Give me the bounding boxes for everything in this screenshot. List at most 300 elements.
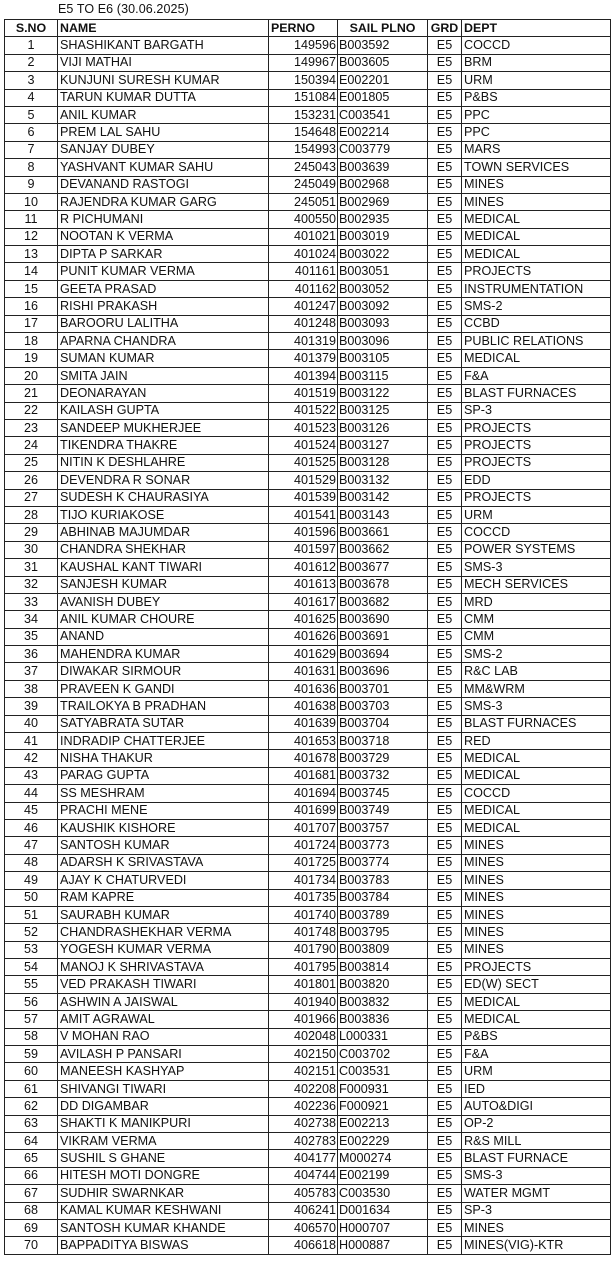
cell-sno: 46 xyxy=(5,819,58,836)
cell-perno: 149596 xyxy=(269,37,338,54)
cell-name: PRACHI MENE xyxy=(58,802,269,819)
cell-grd: E5 xyxy=(428,159,462,176)
cell-perno: 402783 xyxy=(269,1133,338,1150)
table-row xyxy=(5,698,611,715)
cell-sno: 41 xyxy=(5,733,58,750)
cell-dept: PROJECTS xyxy=(462,959,611,976)
cell-grd: E5 xyxy=(428,715,462,732)
cell-name: KAUSHIK KISHORE xyxy=(58,819,269,836)
cell-sno: 2 xyxy=(5,54,58,71)
cell-name: SANTOSH KUMAR xyxy=(58,837,269,854)
cell-name: PREM LAL SAHU xyxy=(58,124,269,141)
cell-dept: MRD xyxy=(462,593,611,610)
cell-plno: B003662 xyxy=(338,541,428,558)
cell-plno: C003779 xyxy=(338,141,428,158)
cell-perno: 404744 xyxy=(269,1167,338,1184)
table-row xyxy=(5,993,611,1010)
table-row xyxy=(5,419,611,436)
cell-grd: E5 xyxy=(428,1133,462,1150)
cell-perno: 406241 xyxy=(269,1202,338,1219)
cell-dept: MINES xyxy=(462,872,611,889)
cell-name: ADARSH K SRIVASTAVA xyxy=(58,854,269,871)
table-row xyxy=(5,193,611,210)
cell-plno: B003093 xyxy=(338,315,428,332)
cell-perno: 401522 xyxy=(269,402,338,419)
cell-sno: 52 xyxy=(5,924,58,941)
cell-perno: 401724 xyxy=(269,837,338,854)
cell-perno: 401626 xyxy=(269,628,338,645)
cell-name: KUNJUNI SURESH KUMAR xyxy=(58,72,269,89)
cell-sno: 48 xyxy=(5,854,58,871)
cell-grd: E5 xyxy=(428,924,462,941)
cell-plno: B003732 xyxy=(338,767,428,784)
cell-plno: B003783 xyxy=(338,872,428,889)
cell-dept: MINES xyxy=(462,176,611,193)
cell-plno: E002199 xyxy=(338,1167,428,1184)
cell-grd: E5 xyxy=(428,211,462,228)
cell-sno: 7 xyxy=(5,141,58,158)
cell-plno: B003703 xyxy=(338,698,428,715)
cell-name: SUDHIR SWARNKAR xyxy=(58,1185,269,1202)
table-row xyxy=(5,106,611,123)
cell-name: ABHINAB MAJUMDAR xyxy=(58,524,269,541)
cell-name: GEETA PRASAD xyxy=(58,280,269,297)
cell-grd: E5 xyxy=(428,906,462,923)
cell-perno: 245049 xyxy=(269,176,338,193)
cell-plno: H000887 xyxy=(338,1237,428,1254)
cell-name: AMIT AGRAWAL xyxy=(58,1011,269,1028)
cell-perno: 245043 xyxy=(269,159,338,176)
cell-name: ASHWIN A JAISWAL xyxy=(58,993,269,1010)
table-row xyxy=(5,924,611,941)
cell-dept: URM xyxy=(462,72,611,89)
cell-name: KAMAL KUMAR KESHWANI xyxy=(58,1202,269,1219)
cell-sno: 51 xyxy=(5,906,58,923)
cell-grd: E5 xyxy=(428,559,462,576)
cell-dept: MEDICAL xyxy=(462,211,611,228)
cell-plno: E002213 xyxy=(338,1115,428,1132)
cell-name: NISHA THAKUR xyxy=(58,750,269,767)
cell-perno: 401613 xyxy=(269,576,338,593)
cell-name: YASHVANT KUMAR SAHU xyxy=(58,159,269,176)
cell-name: TIJO KURIAKOSE xyxy=(58,506,269,523)
table-body xyxy=(5,37,611,1254)
cell-name: SATYABRATA SUTAR xyxy=(58,715,269,732)
table-row xyxy=(5,524,611,541)
cell-dept: MM&WRM xyxy=(462,680,611,697)
cell-grd: E5 xyxy=(428,263,462,280)
cell-grd: E5 xyxy=(428,419,462,436)
cell-name: RAM KAPRE xyxy=(58,889,269,906)
cell-sno: 69 xyxy=(5,1219,58,1236)
cell-dept: MINES xyxy=(462,889,611,906)
cell-grd: E5 xyxy=(428,646,462,663)
table-row xyxy=(5,663,611,680)
cell-dept: BLAST FURNACES xyxy=(462,385,611,402)
cell-grd: E5 xyxy=(428,959,462,976)
cell-dept: SP-3 xyxy=(462,1202,611,1219)
cell-grd: E5 xyxy=(428,1011,462,1028)
cell-grd: E5 xyxy=(428,819,462,836)
cell-plno: B003745 xyxy=(338,785,428,802)
table-row xyxy=(5,350,611,367)
cell-grd: E5 xyxy=(428,176,462,193)
table-row xyxy=(5,37,611,54)
cell-plno: B003092 xyxy=(338,298,428,315)
cell-sno: 4 xyxy=(5,89,58,106)
cell-plno: M000274 xyxy=(338,1150,428,1167)
table-row xyxy=(5,333,611,350)
cell-perno: 401681 xyxy=(269,767,338,784)
table-row xyxy=(5,280,611,297)
cell-sno: 37 xyxy=(5,663,58,680)
cell-sno: 27 xyxy=(5,489,58,506)
cell-plno: B003718 xyxy=(338,733,428,750)
cell-sno: 42 xyxy=(5,750,58,767)
cell-plno: C003530 xyxy=(338,1185,428,1202)
cell-sno: 55 xyxy=(5,976,58,993)
table-row xyxy=(5,872,611,889)
cell-sno: 40 xyxy=(5,715,58,732)
cell-sno: 70 xyxy=(5,1237,58,1254)
table-row xyxy=(5,385,611,402)
cell-grd: E5 xyxy=(428,663,462,680)
cell-name: MANEESH KASHYAP xyxy=(58,1063,269,1080)
cell-name: AVANISH DUBEY xyxy=(58,593,269,610)
cell-grd: E5 xyxy=(428,298,462,315)
table-row xyxy=(5,593,611,610)
cell-perno: 401678 xyxy=(269,750,338,767)
cell-name: ANIL KUMAR xyxy=(58,106,269,123)
cell-sno: 53 xyxy=(5,941,58,958)
cell-sno: 66 xyxy=(5,1167,58,1184)
cell-plno: B003661 xyxy=(338,524,428,541)
table-row xyxy=(5,472,611,489)
cell-name: BAPPADITYA BISWAS xyxy=(58,1237,269,1254)
cell-dept: R&S MILL xyxy=(462,1133,611,1150)
cell-grd: E5 xyxy=(428,1063,462,1080)
cell-plno: B003784 xyxy=(338,889,428,906)
cell-sno: 35 xyxy=(5,628,58,645)
cell-plno: D001634 xyxy=(338,1202,428,1219)
cell-dept: COCCD xyxy=(462,524,611,541)
cell-dept: AUTO&DIGI xyxy=(462,1098,611,1115)
cell-perno: 150394 xyxy=(269,72,338,89)
cell-perno: 401161 xyxy=(269,263,338,280)
cell-perno: 402236 xyxy=(269,1098,338,1115)
cell-dept: SMS-2 xyxy=(462,298,611,315)
cell-sno: 23 xyxy=(5,419,58,436)
cell-sno: 62 xyxy=(5,1098,58,1115)
cell-grd: E5 xyxy=(428,593,462,610)
cell-plno: B002969 xyxy=(338,193,428,210)
header-perno: PERNO xyxy=(269,20,338,37)
table-row xyxy=(5,1219,611,1236)
cell-perno: 401734 xyxy=(269,872,338,889)
document-caption: E5 TO E6 (30.06.2025) xyxy=(58,2,189,16)
cell-grd: E5 xyxy=(428,802,462,819)
cell-name: INDRADIP CHATTERJEE xyxy=(58,733,269,750)
cell-name: SUDESH K CHAURASIYA xyxy=(58,489,269,506)
cell-perno: 401248 xyxy=(269,315,338,332)
cell-sno: 65 xyxy=(5,1150,58,1167)
table-row xyxy=(5,541,611,558)
cell-dept: MEDICAL xyxy=(462,246,611,263)
cell-plno: B003701 xyxy=(338,680,428,697)
table-row xyxy=(5,941,611,958)
cell-name: SHIVANGI TIWARI xyxy=(58,1080,269,1097)
cell-name: NITIN K DESHLAHRE xyxy=(58,454,269,471)
cell-perno: 401638 xyxy=(269,698,338,715)
cell-perno: 404177 xyxy=(269,1150,338,1167)
cell-sno: 47 xyxy=(5,837,58,854)
cell-dept: WATER MGMT xyxy=(462,1185,611,1202)
table-row xyxy=(5,367,611,384)
cell-plno: B003019 xyxy=(338,228,428,245)
cell-plno: E002229 xyxy=(338,1133,428,1150)
cell-name: R PICHUMANI xyxy=(58,211,269,228)
table-row xyxy=(5,854,611,871)
cell-grd: E5 xyxy=(428,350,462,367)
cell-grd: E5 xyxy=(428,1098,462,1115)
cell-perno: 401596 xyxy=(269,524,338,541)
cell-plno: B003132 xyxy=(338,472,428,489)
cell-sno: 43 xyxy=(5,767,58,784)
cell-dept: MINES xyxy=(462,924,611,941)
cell-grd: E5 xyxy=(428,193,462,210)
cell-dept: PPC xyxy=(462,124,611,141)
cell-perno: 401625 xyxy=(269,611,338,628)
cell-perno: 401795 xyxy=(269,959,338,976)
table-row xyxy=(5,1028,611,1045)
cell-perno: 401529 xyxy=(269,472,338,489)
cell-grd: E5 xyxy=(428,698,462,715)
cell-dept: ED(W) SECT xyxy=(462,976,611,993)
cell-perno: 401740 xyxy=(269,906,338,923)
cell-plno: B003690 xyxy=(338,611,428,628)
cell-grd: E5 xyxy=(428,1185,462,1202)
table-row xyxy=(5,750,611,767)
cell-dept: PPC xyxy=(462,106,611,123)
cell-sno: 39 xyxy=(5,698,58,715)
cell-dept: MINES xyxy=(462,193,611,210)
cell-perno: 406618 xyxy=(269,1237,338,1254)
cell-name: MANOJ K SHRIVASTAVA xyxy=(58,959,269,976)
cell-perno: 151084 xyxy=(269,89,338,106)
table-row xyxy=(5,680,611,697)
cell-perno: 401694 xyxy=(269,785,338,802)
cell-plno: B002968 xyxy=(338,176,428,193)
cell-grd: E5 xyxy=(428,1046,462,1063)
cell-plno: B003122 xyxy=(338,385,428,402)
cell-name: RISHI PRAKASH xyxy=(58,298,269,315)
cell-name: DEONARAYAN xyxy=(58,385,269,402)
cell-grd: E5 xyxy=(428,246,462,263)
cell-plno: B003105 xyxy=(338,350,428,367)
cell-plno: B003115 xyxy=(338,367,428,384)
cell-grd: E5 xyxy=(428,506,462,523)
cell-perno: 401707 xyxy=(269,819,338,836)
header-row xyxy=(5,20,611,37)
cell-name: ANIL KUMAR CHOURE xyxy=(58,611,269,628)
header-plno: SAIL PLNO xyxy=(338,20,428,37)
cell-sno: 44 xyxy=(5,785,58,802)
table-row xyxy=(5,72,611,89)
cell-plno: B003052 xyxy=(338,280,428,297)
cell-name: DIPTA P SARKAR xyxy=(58,246,269,263)
cell-grd: E5 xyxy=(428,1028,462,1045)
cell-sno: 57 xyxy=(5,1011,58,1028)
cell-perno: 401524 xyxy=(269,437,338,454)
cell-sno: 56 xyxy=(5,993,58,1010)
table-row xyxy=(5,576,611,593)
cell-plno: B003051 xyxy=(338,263,428,280)
cell-grd: E5 xyxy=(428,680,462,697)
table-row xyxy=(5,1098,611,1115)
cell-sno: 14 xyxy=(5,263,58,280)
cell-perno: 401748 xyxy=(269,924,338,941)
cell-name: SANTOSH KUMAR KHANDE xyxy=(58,1219,269,1236)
cell-grd: E5 xyxy=(428,993,462,1010)
cell-dept: PROJECTS xyxy=(462,263,611,280)
cell-grd: E5 xyxy=(428,785,462,802)
table-row xyxy=(5,489,611,506)
cell-sno: 50 xyxy=(5,889,58,906)
cell-perno: 401653 xyxy=(269,733,338,750)
table-row xyxy=(5,837,611,854)
cell-dept: TOWN SERVICES xyxy=(462,159,611,176)
cell-plno: B003836 xyxy=(338,1011,428,1028)
cell-name: VIJI MATHAI xyxy=(58,54,269,71)
cell-perno: 401319 xyxy=(269,333,338,350)
cell-dept: MEDICAL xyxy=(462,1011,611,1028)
cell-perno: 402151 xyxy=(269,1063,338,1080)
cell-dept: MEDICAL xyxy=(462,993,611,1010)
cell-sno: 45 xyxy=(5,802,58,819)
cell-plno: B003729 xyxy=(338,750,428,767)
cell-dept: MECH SERVICES xyxy=(462,576,611,593)
cell-dept: RED xyxy=(462,733,611,750)
cell-plno: B003704 xyxy=(338,715,428,732)
cell-sno: 12 xyxy=(5,228,58,245)
cell-sno: 33 xyxy=(5,593,58,610)
cell-grd: E5 xyxy=(428,1237,462,1254)
header-grd: GRD xyxy=(428,20,462,37)
cell-sno: 58 xyxy=(5,1028,58,1045)
cell-grd: E5 xyxy=(428,941,462,958)
cell-sno: 9 xyxy=(5,176,58,193)
cell-dept: SMS-3 xyxy=(462,1167,611,1184)
cell-dept: SMS-2 xyxy=(462,646,611,663)
table-row xyxy=(5,1080,611,1097)
cell-name: CHANDRA SHEKHAR xyxy=(58,541,269,558)
cell-name: DEVANAND RASTOGI xyxy=(58,176,269,193)
table-row xyxy=(5,124,611,141)
cell-grd: E5 xyxy=(428,611,462,628)
cell-grd: E5 xyxy=(428,541,462,558)
cell-sno: 25 xyxy=(5,454,58,471)
cell-sno: 22 xyxy=(5,402,58,419)
cell-dept: COCCD xyxy=(462,37,611,54)
cell-perno: 401612 xyxy=(269,559,338,576)
cell-perno: 401966 xyxy=(269,1011,338,1028)
cell-grd: E5 xyxy=(428,124,462,141)
cell-plno: B003022 xyxy=(338,246,428,263)
cell-sno: 15 xyxy=(5,280,58,297)
cell-sno: 63 xyxy=(5,1115,58,1132)
cell-sno: 1 xyxy=(5,37,58,54)
cell-perno: 401519 xyxy=(269,385,338,402)
cell-dept: URM xyxy=(462,506,611,523)
cell-perno: 401539 xyxy=(269,489,338,506)
cell-grd: E5 xyxy=(428,1080,462,1097)
cell-sno: 60 xyxy=(5,1063,58,1080)
cell-sno: 36 xyxy=(5,646,58,663)
cell-name: CHANDRASHEKHAR VERMA xyxy=(58,924,269,941)
cell-sno: 19 xyxy=(5,350,58,367)
cell-perno: 401525 xyxy=(269,454,338,471)
cell-plno: F000931 xyxy=(338,1080,428,1097)
cell-name: RAJENDRA KUMAR GARG xyxy=(58,193,269,210)
cell-sno: 11 xyxy=(5,211,58,228)
cell-dept: SMS-3 xyxy=(462,698,611,715)
table-row xyxy=(5,211,611,228)
cell-perno: 401523 xyxy=(269,419,338,436)
cell-plno: B003820 xyxy=(338,976,428,993)
cell-grd: E5 xyxy=(428,524,462,541)
cell-sno: 24 xyxy=(5,437,58,454)
table-row xyxy=(5,437,611,454)
cell-name: SMITA JAIN xyxy=(58,367,269,384)
header-sno: S.NO xyxy=(5,20,58,37)
table-row xyxy=(5,715,611,732)
cell-name: PARAG GUPTA xyxy=(58,767,269,784)
cell-perno: 401024 xyxy=(269,246,338,263)
cell-dept: MINES xyxy=(462,837,611,854)
cell-dept: URM xyxy=(462,1063,611,1080)
table-row xyxy=(5,263,611,280)
table-row xyxy=(5,1046,611,1063)
cell-dept: MINES xyxy=(462,854,611,871)
cell-perno: 401541 xyxy=(269,506,338,523)
cell-name: SHAKTI K MANIKPURI xyxy=(58,1115,269,1132)
table-row xyxy=(5,1063,611,1080)
cell-dept: F&A xyxy=(462,367,611,384)
cell-sno: 17 xyxy=(5,315,58,332)
cell-sno: 8 xyxy=(5,159,58,176)
cell-plno: B003774 xyxy=(338,854,428,871)
table-row xyxy=(5,611,611,628)
cell-sno: 49 xyxy=(5,872,58,889)
cell-sno: 59 xyxy=(5,1046,58,1063)
cell-name: HITESH MOTI DONGRE xyxy=(58,1167,269,1184)
cell-perno: 401699 xyxy=(269,802,338,819)
cell-dept: CMM xyxy=(462,628,611,645)
cell-sno: 67 xyxy=(5,1185,58,1202)
cell-plno: B003096 xyxy=(338,333,428,350)
cell-perno: 402048 xyxy=(269,1028,338,1045)
cell-dept: PROJECTS xyxy=(462,489,611,506)
table-row xyxy=(5,819,611,836)
cell-sno: 28 xyxy=(5,506,58,523)
cell-name: ANAND xyxy=(58,628,269,645)
table-row xyxy=(5,1185,611,1202)
cell-dept: MINES xyxy=(462,906,611,923)
cell-dept: R&C LAB xyxy=(462,663,611,680)
cell-plno: B003773 xyxy=(338,837,428,854)
cell-perno: 401636 xyxy=(269,680,338,697)
cell-grd: E5 xyxy=(428,837,462,854)
